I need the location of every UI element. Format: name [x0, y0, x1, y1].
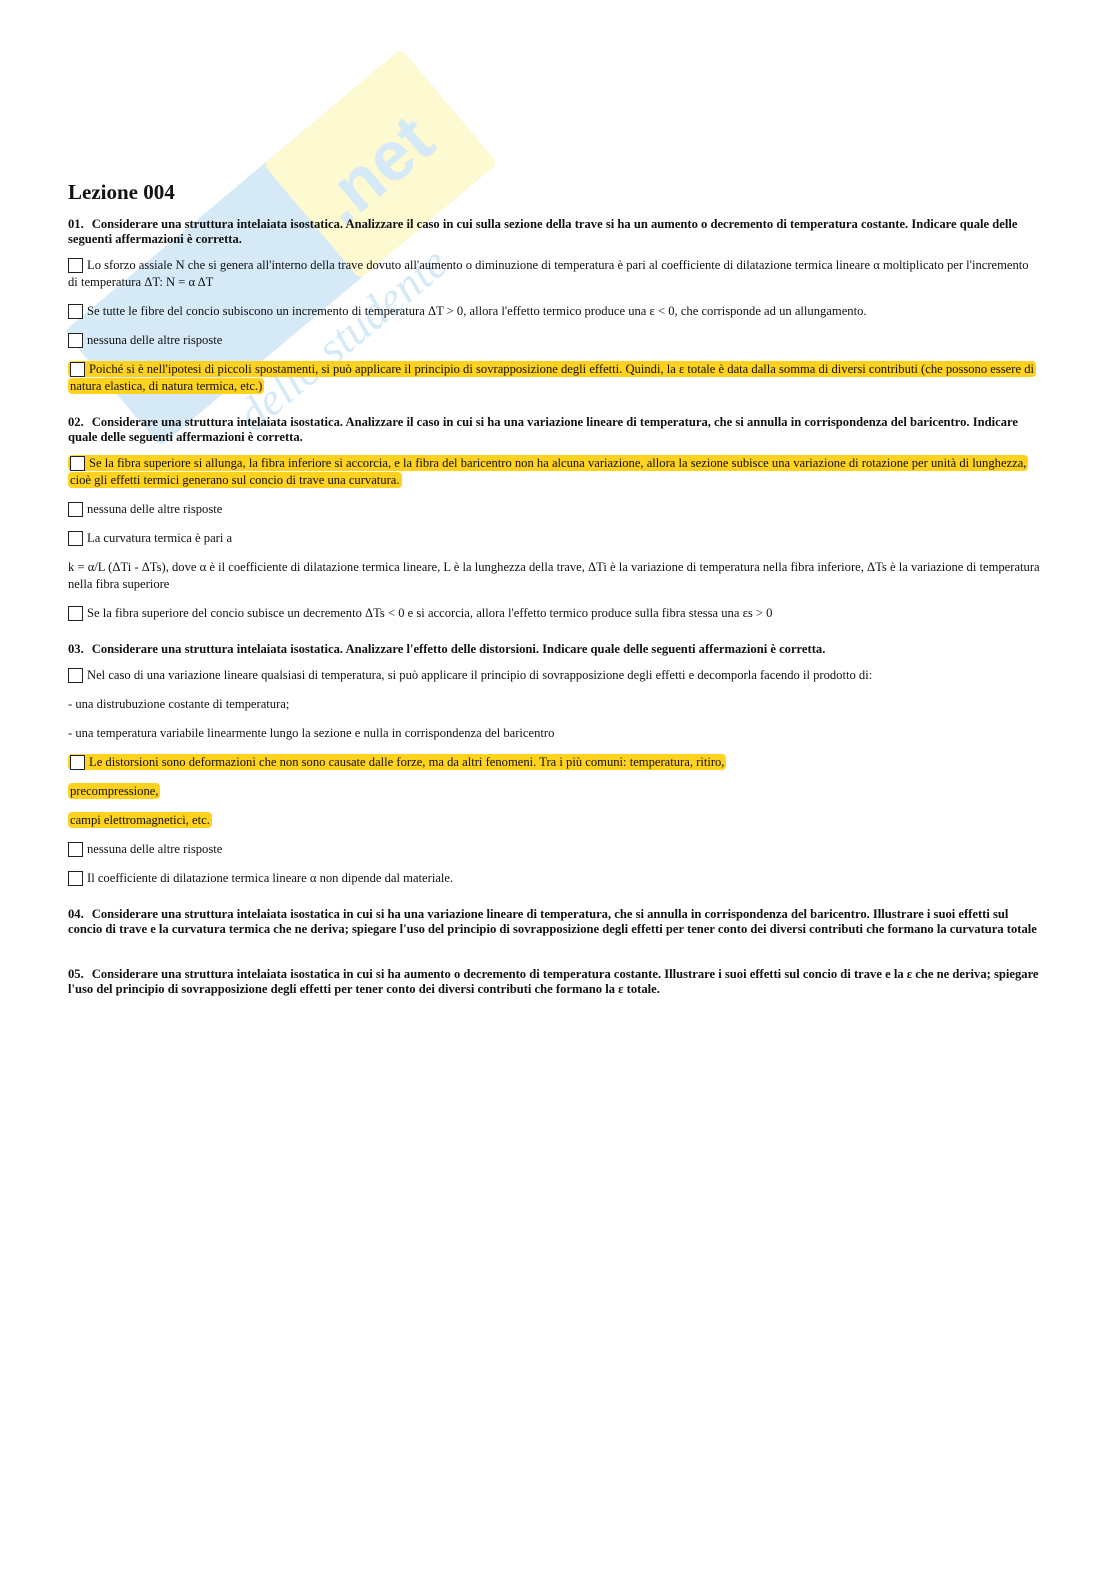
answer-option-continuation: campi elettromagnetici, etc.: [70, 813, 210, 828]
answer-option-continuation: - una temperatura variabile linearmente lungo la sezione e nulla in corrispondenza del baricentro: [68, 726, 555, 741]
answer-option-highlighted: Le distorsioni sono deformazioni che non sono causate dalle forze, ma da altri fenomeni. Tra i più comuni: temperatura, ritiro,: [68, 754, 1040, 771]
answer-checkbox[interactable]: [68, 333, 83, 348]
answer-checkbox[interactable]: [68, 606, 83, 621]
question-text: 01. Considerare una struttura intelaiata isostatica. Analizzare il caso in cui sulla sezione della trave si ha un aumento o decremento di temperatura costante. Indicare quale delle seguenti affermazioni è corretta.: [68, 217, 1018, 247]
answer-option: nessuna delle altre risposte: [68, 501, 1040, 518]
question-01: [68, 217, 1040, 395]
answer-option-highlighted: Se la fibra superiore si allunga, la fibra inferiore si accorcia, e la fibra del baricentro non ha alcuna variazione, allora la sezione subisce una variazione di rotazione per unità di lunghezza, cioè gli effetti termici generano sul concio di trave una curvatura.: [70, 456, 1027, 488]
document-page: [68, 180, 1040, 1027]
question-text: 05. Considerare una struttura intelaiata isostatica in cui si ha aumento o decremento di temperatura costante. Illustrare i suoi effetti sul concio di trave e la ε che ne deriva; spiegare l'uso del principio di sovrapposizione degli effetti per tener conto dei diversi contributi che formano la ε totale.: [68, 967, 1039, 997]
answer-option: nessuna delle altre risposte: [68, 841, 1040, 858]
answer-option-continuation: k = α/L (ΔTi - ΔTs), dove α è il coefficiente di dilatazione termica lineare, L è la lunghezza della trave, ΔTi è la variazione di temperatura nella fibra inferiore, ΔTs è la variazione di temperatura nella fibra superiore: [68, 560, 1040, 592]
answer-option: Il coefficiente di dilatazione termica lineare α non dipende dal materiale.: [68, 870, 1040, 887]
answer-checkbox[interactable]: [68, 531, 83, 546]
answer-checkbox[interactable]: [68, 871, 83, 886]
answer-option: Se la fibra superiore del concio subisce un decremento ΔTs < 0 e si accorcia, allora l'effetto termico produce sulla fibra stessa una εs > 0: [68, 605, 1040, 622]
answer-checkbox[interactable]: [68, 502, 83, 517]
answer-checkbox[interactable]: [68, 304, 83, 319]
question-05: [68, 967, 1040, 997]
answer-checkbox[interactable]: [70, 456, 85, 471]
answer-checkbox[interactable]: [68, 668, 83, 683]
svg-text:dello studente: dello studente: [227, 236, 458, 441]
answer-option-continuation: precompressione,: [70, 784, 159, 799]
question-02: [68, 415, 1040, 622]
answer-option: La curvatura termica è pari a: [68, 530, 1040, 547]
answer-checkbox[interactable]: [68, 258, 83, 273]
answer-option-highlighted: Poiché si è nell'ipotesi di piccoli spostamenti, si può applicare il principio di sovrapposizione degli effetti. Quindi, la ε totale è data dalla somma di diversi contributi (che possono essere di natura elastica, di natura termica, etc.): [70, 362, 1034, 394]
answer-option: nessuna delle altre risposte: [68, 332, 1040, 349]
answer-checkbox[interactable]: [68, 842, 83, 857]
question-text: 02. Considerare una struttura intelaiata isostatica. Analizzare il caso in cui si ha una variazione lineare di temperatura, che si annulla in corrispondenza del baricentro. Indicare quale delle seguenti affermazioni è corretta.: [68, 415, 1018, 445]
answer-checkbox[interactable]: [70, 755, 85, 770]
answer-option: Nel caso di una variazione lineare qualsiasi di temperatura, si può applicare il principio di sovrapposizione degli effetti e decomporla facendo il prodotto di:: [68, 667, 1040, 684]
question-03: [68, 642, 1040, 887]
answer-option: Lo sforzo assiale N che si genera all'interno della trave dovuto all'aumento o diminuzione di temperatura è pari al coefficiente di dilatazione termica lineare α moltiplicato per l'incremento di temperatura ΔT: N = α ΔT: [68, 258, 1029, 290]
svg-text:.net: .net: [302, 99, 448, 240]
answer-option: Se tutte le fibre del concio subiscono un incremento di temperatura ΔT > 0, allora l'effetto termico produce una ε < 0, che corrisponde ad un allungamento.: [68, 303, 1040, 320]
answer-option-continuation: - una distrubuzione costante di temperatura;: [68, 697, 290, 712]
answer-checkbox[interactable]: [70, 362, 85, 377]
question-04: [68, 907, 1040, 937]
question-text: 03. Considerare una struttura intelaiata isostatica. Analizzare l'effetto delle distorsioni. Indicare quale delle seguenti affermazioni è corretta.: [68, 642, 826, 657]
question-text: 04. Considerare una struttura intelaiata isostatica in cui si ha una variazione lineare di temperatura, che si annulla in corrispondenza del baricentro. Illustrare i suoi effetti sul concio di trave e la curvatura termica che ne deriva; spiegare l'uso del principio di sovrapposizione degli effetti per tener conto dei diversi contributi che formano la curvatura totale: [68, 907, 1037, 937]
lesson-title: Lezione 004: [68, 180, 175, 204]
